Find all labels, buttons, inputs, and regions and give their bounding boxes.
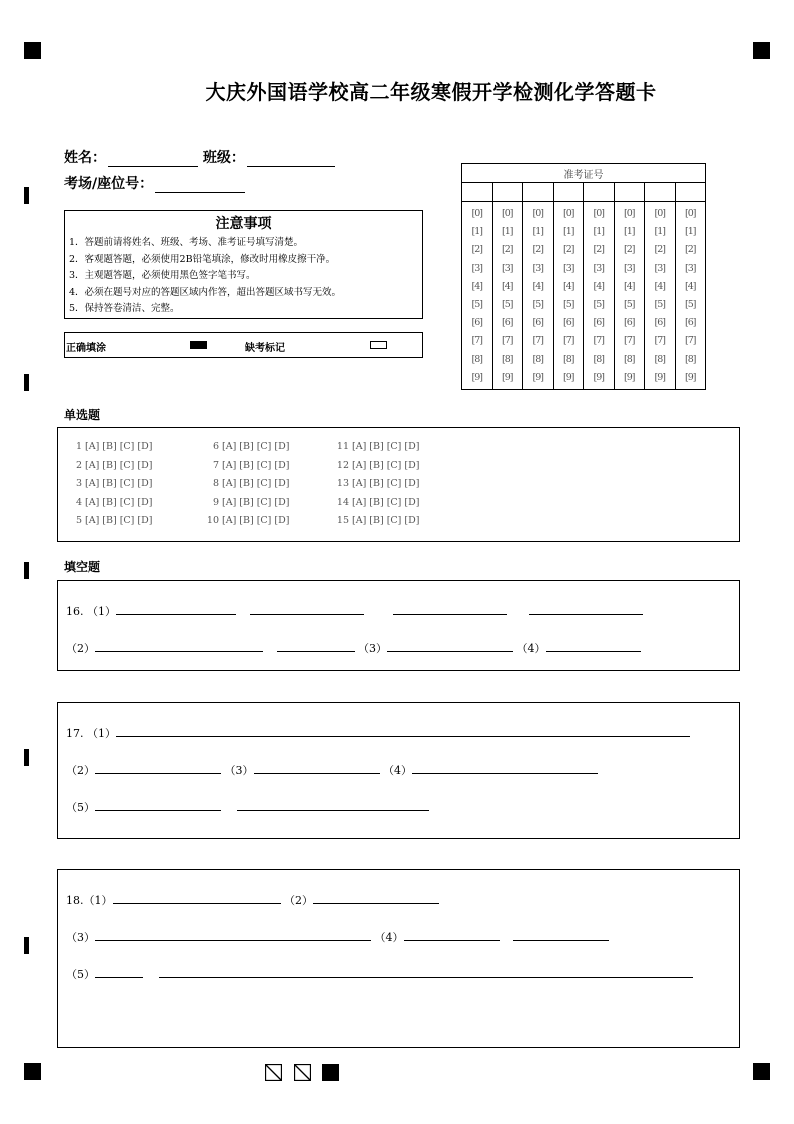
mcq-question-row bbox=[204, 457, 289, 476]
q17-answer-box bbox=[57, 702, 740, 839]
exam-id-grid bbox=[461, 163, 706, 390]
name-field[interactable] bbox=[64, 147, 335, 167]
exam-id-bubble[interactable]: [8] bbox=[502, 353, 513, 365]
q16-number: 16. bbox=[66, 605, 84, 618]
q18-4-blank-b[interactable] bbox=[513, 929, 609, 941]
exam-id-bubble[interactable]: [7] bbox=[593, 335, 604, 347]
exam-id-bubble[interactable]: [9] bbox=[563, 371, 574, 383]
exam-id-bubble[interactable]: [1] bbox=[654, 226, 665, 238]
exam-id-digit-column bbox=[584, 202, 615, 390]
exam-id-bubble[interactable]: [2] bbox=[593, 244, 604, 256]
exam-id-bubble[interactable]: [4] bbox=[593, 280, 604, 292]
q17-part3-label: （3） bbox=[224, 764, 254, 777]
mcq-question-number: 12 bbox=[336, 459, 349, 471]
exam-id-bubble[interactable]: [0] bbox=[654, 208, 665, 219]
mcq-option-bubbles[interactable]: [A] [B] [C] [D] bbox=[352, 441, 420, 452]
mcq-question-number: 13 bbox=[336, 478, 349, 490]
q16-1-blank-b[interactable] bbox=[250, 603, 364, 615]
mcq-option-bubbles[interactable]: [A] [B] [C] [D] bbox=[85, 515, 153, 527]
exam-id-bubble[interactable]: [4] bbox=[685, 280, 696, 292]
correct-fill-label: 正确填涂 bbox=[66, 343, 106, 354]
exam-id-bubble[interactable]: [7] bbox=[624, 335, 635, 347]
mcq-question-number: 1 bbox=[75, 441, 82, 452]
mcq-question-row bbox=[334, 457, 419, 476]
q16-4-blank[interactable] bbox=[546, 640, 641, 652]
page-title: 大庆外国语学校高二年级寒假开学检测化学答题卡 bbox=[205, 80, 657, 104]
mcq-option-bubbles[interactable]: [A] [B] [C] [D] bbox=[85, 478, 153, 490]
exam-id-bubble[interactable]: [0] bbox=[471, 208, 482, 219]
exam-id-bubble[interactable]: [8] bbox=[532, 353, 543, 365]
q18-answer-box bbox=[57, 869, 740, 1048]
sheet-code-mark-hatched bbox=[294, 1064, 311, 1081]
exam-id-bubble[interactable]: [2] bbox=[624, 244, 635, 256]
mcq-question-number: 2 bbox=[75, 459, 82, 471]
mcq-question-number: 5 bbox=[75, 515, 82, 527]
exam-id-bubble[interactable]: [4] bbox=[471, 280, 482, 292]
name-label: 姓名： bbox=[64, 150, 106, 166]
exam-id-bubble[interactable]: [3] bbox=[593, 262, 604, 274]
q17-3-blank[interactable] bbox=[254, 762, 380, 774]
exam-id-bubble[interactable]: [3] bbox=[624, 262, 635, 274]
exam-id-bubble[interactable]: [1] bbox=[563, 226, 574, 238]
exam-id-entry-cell[interactable] bbox=[584, 183, 615, 202]
room-seat-label: 考场/座位号： bbox=[64, 176, 154, 192]
exam-id-digit-column bbox=[614, 202, 645, 390]
timing-mark bbox=[24, 187, 29, 204]
exam-id-bubble[interactable]: [5] bbox=[502, 298, 513, 310]
exam-id-bubble[interactable]: [9] bbox=[593, 371, 604, 383]
exam-id-bubble[interactable]: [8] bbox=[563, 353, 574, 365]
absent-mark-checkbox[interactable] bbox=[370, 341, 387, 349]
mcq-question-number: 3 bbox=[75, 478, 82, 490]
mcq-question-number: 7 bbox=[212, 459, 219, 471]
q16-2-blank-a[interactable] bbox=[95, 640, 263, 652]
timing-mark bbox=[24, 562, 29, 579]
q16-1-blank-c[interactable] bbox=[393, 603, 507, 615]
exam-id-bubble[interactable]: [9] bbox=[502, 371, 513, 383]
exam-id-bubble[interactable]: [5] bbox=[471, 298, 482, 310]
mcq-option-bubbles[interactable]: [A] [B] [C] [D] bbox=[352, 478, 420, 490]
exam-id-bubble[interactable]: [9] bbox=[685, 371, 696, 383]
q16-answer-box bbox=[57, 580, 740, 671]
exam-id-digit-column bbox=[523, 202, 554, 390]
registration-mark-top-left bbox=[24, 42, 41, 59]
exam-id-bubble[interactable]: [7] bbox=[685, 335, 696, 347]
exam-id-bubble[interactable]: [4] bbox=[502, 280, 513, 292]
exam-id-bubble[interactable]: [4] bbox=[563, 280, 574, 292]
notice-item: 4．必须在题号对应的答题区域内作答，超出答题区域书写无效。 bbox=[69, 286, 342, 298]
class-input-line[interactable] bbox=[247, 152, 335, 167]
exam-id-entry-cell[interactable] bbox=[462, 183, 493, 202]
mcq-option-bubbles[interactable]: [A] [B] [C] [D] bbox=[352, 515, 420, 527]
exam-id-bubble[interactable]: [2] bbox=[471, 244, 482, 256]
mcq-option-bubbles[interactable]: [A] [B] [C] [D] bbox=[222, 478, 290, 490]
mcq-question-row bbox=[334, 475, 419, 494]
mcq-option-bubbles[interactable]: [A] [B] [C] [D] bbox=[85, 441, 153, 452]
q18-part1-label: （1） bbox=[83, 894, 113, 907]
correct-fill-sample bbox=[190, 341, 207, 349]
mcq-option-bubbles[interactable]: [A] [B] [C] [D] bbox=[352, 459, 420, 471]
exam-id-bubble[interactable]: [0] bbox=[593, 208, 604, 219]
mcq-option-bubbles[interactable]: [A] [B] [C] [D] bbox=[222, 515, 290, 527]
mcq-question-row bbox=[334, 512, 419, 531]
exam-id-entry-cell[interactable] bbox=[492, 183, 523, 202]
exam-id-bubble[interactable]: [7] bbox=[532, 335, 543, 347]
exam-id-bubble[interactable]: [9] bbox=[654, 371, 665, 383]
mcq-question-number: 6 bbox=[212, 441, 219, 452]
q17-4-blank[interactable] bbox=[412, 762, 598, 774]
fill-legend-box bbox=[64, 332, 423, 358]
registration-mark-bottom-right bbox=[753, 1063, 770, 1080]
exam-id-bubble[interactable]: [4] bbox=[532, 280, 543, 292]
exam-id-bubble[interactable]: [9] bbox=[471, 371, 482, 383]
exam-id-digit-column bbox=[462, 202, 493, 390]
registration-mark-bottom-left bbox=[24, 1063, 41, 1080]
mcq-question-row bbox=[204, 512, 289, 531]
mcq-question-row bbox=[204, 438, 289, 457]
q18-3-blank[interactable] bbox=[95, 929, 371, 941]
mcq-question-number: 15 bbox=[336, 515, 349, 527]
timing-mark bbox=[24, 937, 29, 954]
mcq-question-number: 14 bbox=[336, 496, 349, 508]
mcq-question-row bbox=[204, 494, 289, 513]
exam-id-bubble[interactable]: [2] bbox=[563, 244, 574, 256]
timing-mark bbox=[24, 374, 29, 391]
q18-part4-label: （4） bbox=[374, 931, 404, 944]
mcq-question-number: 11 bbox=[336, 441, 349, 452]
exam-id-entry-cell[interactable] bbox=[645, 183, 676, 202]
q16-2-blank-b[interactable] bbox=[277, 640, 355, 652]
q17-1-blank[interactable] bbox=[116, 725, 690, 737]
q16-part4-label: （4） bbox=[516, 642, 546, 655]
q17-part1-label: （1） bbox=[87, 727, 116, 740]
exam-id-digit-column bbox=[492, 202, 523, 390]
exam-id-digit-column bbox=[645, 202, 676, 390]
exam-id-bubble[interactable]: [9] bbox=[532, 371, 543, 383]
q17-2-blank[interactable] bbox=[95, 762, 221, 774]
exam-id-bubble[interactable]: [1] bbox=[624, 226, 635, 238]
exam-id-digit-column bbox=[675, 202, 706, 390]
mcq-box bbox=[57, 427, 740, 542]
mcq-section-title: 单选题 bbox=[64, 408, 101, 422]
exam-id-bubble[interactable]: [5] bbox=[685, 298, 696, 310]
q18-part3-label: （3） bbox=[66, 931, 95, 944]
exam-id-bubble[interactable]: [5] bbox=[593, 298, 604, 310]
exam-id-bubble[interactable]: [4] bbox=[624, 280, 635, 292]
exam-id-bubble[interactable]: [1] bbox=[593, 226, 604, 238]
mcq-question-number: 10 bbox=[206, 515, 219, 527]
room-seat-field[interactable] bbox=[64, 173, 245, 193]
exam-id-bubble[interactable]: [0] bbox=[563, 208, 574, 219]
exam-id-bubble[interactable]: [8] bbox=[685, 353, 696, 365]
exam-id-bubble[interactable]: [5] bbox=[563, 298, 574, 310]
exam-id-bubble[interactable]: [7] bbox=[502, 335, 513, 347]
exam-id-entry-cell[interactable] bbox=[614, 183, 645, 202]
exam-id-bubble[interactable]: [6] bbox=[563, 317, 574, 329]
exam-id-bubble[interactable]: [3] bbox=[502, 262, 513, 274]
exam-id-bubble[interactable]: [2] bbox=[532, 244, 543, 256]
q18-5-blank-a[interactable] bbox=[95, 966, 143, 978]
q18-part2-label: （2） bbox=[284, 894, 313, 907]
q18-1-blank[interactable] bbox=[113, 892, 281, 904]
mcq-question-number: 9 bbox=[212, 496, 219, 508]
q16-1-blank-d[interactable] bbox=[529, 603, 643, 615]
exam-id-bubble[interactable]: [8] bbox=[593, 353, 604, 365]
exam-id-bubble[interactable]: [6] bbox=[624, 317, 635, 329]
exam-id-bubble[interactable]: [1] bbox=[502, 226, 513, 238]
exam-id-entry-cell[interactable] bbox=[553, 183, 584, 202]
exam-id-bubble[interactable]: [7] bbox=[563, 335, 574, 347]
exam-id-bubble[interactable]: [7] bbox=[471, 335, 482, 347]
sheet-code-mark-filled bbox=[322, 1064, 339, 1081]
name-input-line[interactable] bbox=[108, 152, 198, 167]
exam-id-bubble[interactable]: [2] bbox=[685, 244, 696, 256]
exam-id-bubble[interactable]: [0] bbox=[532, 208, 543, 219]
q17-number: 17. bbox=[66, 727, 84, 740]
exam-id-bubble[interactable]: [8] bbox=[624, 353, 635, 365]
mcq-column bbox=[334, 438, 419, 531]
mcq-question-row bbox=[74, 512, 152, 531]
q16-part2-label: （2） bbox=[66, 642, 95, 655]
exam-id-bubble[interactable]: [0] bbox=[502, 208, 513, 219]
q17-5-blank-a[interactable] bbox=[95, 799, 221, 811]
exam-id-bubble[interactable]: [3] bbox=[471, 262, 482, 274]
notice-item: 5．保持答卷清洁、完整。 bbox=[69, 303, 180, 314]
mcq-option-bubbles[interactable]: [A] [B] [C] [D] bbox=[85, 496, 153, 508]
absent-mark-label: 缺考标记 bbox=[245, 343, 285, 354]
notice-title: 注意事项 bbox=[215, 216, 272, 232]
exam-id-bubble[interactable]: [1] bbox=[532, 226, 543, 238]
exam-id-bubble[interactable]: [2] bbox=[654, 244, 665, 256]
exam-id-entry-cell[interactable] bbox=[675, 183, 706, 202]
q18-5-blank-b[interactable] bbox=[159, 966, 693, 978]
mcq-question-row bbox=[74, 475, 152, 494]
exam-id-bubble[interactable]: [3] bbox=[654, 262, 665, 274]
exam-id-bubble[interactable]: [8] bbox=[471, 353, 482, 365]
exam-id-bubble[interactable]: [3] bbox=[532, 262, 543, 274]
q17-5-blank-b[interactable] bbox=[237, 799, 429, 811]
q18-2-blank[interactable] bbox=[313, 892, 439, 904]
exam-id-bubble[interactable]: [6] bbox=[685, 317, 696, 329]
exam-id-bubble[interactable]: [1] bbox=[471, 226, 482, 238]
notice-item: 2．客观题答题，必须使用2B铅笔填涂，修改时用橡皮擦干净。 bbox=[69, 253, 336, 265]
exam-id-bubble[interactable]: [5] bbox=[654, 298, 665, 310]
exam-id-bubble[interactable]: [0] bbox=[624, 208, 635, 219]
mcq-column bbox=[204, 438, 289, 531]
exam-id-bubble[interactable]: [6] bbox=[471, 317, 482, 329]
mcq-question-row bbox=[204, 475, 289, 494]
exam-id-bubble[interactable]: [8] bbox=[654, 353, 665, 365]
exam-id-entry-cell[interactable] bbox=[523, 183, 554, 202]
class-label: 班级： bbox=[202, 150, 245, 166]
exam-id-bubble[interactable]: [6] bbox=[532, 317, 543, 329]
mcq-question-number: 4 bbox=[75, 496, 82, 508]
mcq-column bbox=[74, 438, 152, 531]
exam-id-bubble[interactable]: [3] bbox=[685, 262, 696, 274]
mcq-question-row bbox=[74, 438, 152, 457]
q18-4-blank-a[interactable] bbox=[404, 929, 500, 941]
mcq-question-row bbox=[334, 494, 419, 513]
q18-number: 18. bbox=[66, 894, 84, 907]
sheet-code-mark-hatched bbox=[265, 1064, 282, 1081]
exam-id-bubble[interactable]: [2] bbox=[502, 244, 513, 256]
exam-id-bubble[interactable]: [5] bbox=[624, 298, 635, 310]
q16-part1-label: （1） bbox=[87, 605, 116, 618]
exam-id-bubble[interactable]: [5] bbox=[532, 298, 543, 310]
room-seat-input-line[interactable] bbox=[155, 178, 245, 193]
exam-id-bubble[interactable]: [6] bbox=[593, 317, 604, 329]
q16-1-blank-a[interactable] bbox=[116, 603, 236, 615]
mcq-option-bubbles[interactable]: [A] [B] [C] [D] bbox=[222, 459, 290, 471]
mcq-option-bubbles[interactable]: [A] [B] [C] [D] bbox=[222, 441, 290, 452]
mcq-option-bubbles[interactable]: [A] [B] [C] [D] bbox=[85, 459, 153, 471]
mcq-question-row bbox=[74, 494, 152, 513]
q17-part5-label: （5） bbox=[66, 801, 95, 814]
exam-id-bubble[interactable]: [9] bbox=[624, 371, 635, 383]
exam-id-bubble[interactable]: [6] bbox=[502, 317, 513, 329]
notice-box bbox=[64, 210, 423, 319]
mcq-question-row bbox=[74, 457, 152, 476]
exam-id-bubble[interactable]: [4] bbox=[654, 280, 665, 292]
mcq-option-bubbles[interactable]: [A] [B] [C] [D] bbox=[222, 496, 290, 508]
exam-id-digit-column bbox=[553, 202, 584, 390]
timing-mark bbox=[24, 749, 29, 766]
exam-id-bubble[interactable]: [3] bbox=[563, 262, 574, 274]
exam-id-bubble[interactable]: [1] bbox=[685, 226, 696, 238]
mcq-question-number: 8 bbox=[212, 478, 219, 490]
exam-id-title: 准考证号 bbox=[462, 164, 706, 183]
q16-3-blank[interactable] bbox=[387, 640, 513, 652]
notice-item: 3．主观题答题，必须使用黑色签字笔书写。 bbox=[69, 270, 256, 281]
q17-part4-label: （4） bbox=[383, 764, 412, 777]
registration-mark-top-right bbox=[753, 42, 770, 59]
exam-id-bubble[interactable]: [6] bbox=[654, 317, 665, 329]
q16-part3-label: （3） bbox=[358, 642, 387, 655]
q18-part5-label: （5） bbox=[66, 968, 95, 981]
fill-section-title: 填空题 bbox=[64, 560, 101, 574]
q17-part2-label: （2） bbox=[66, 764, 95, 777]
mcq-option-bubbles[interactable]: [A] [B] [C] [D] bbox=[352, 496, 420, 508]
exam-id-bubble[interactable]: [0] bbox=[685, 208, 696, 219]
exam-id-bubble[interactable]: [7] bbox=[654, 335, 665, 347]
notice-item: 1．答题前请将姓名、班级、考场、准考证号填写清楚。 bbox=[69, 237, 304, 248]
mcq-question-row bbox=[334, 438, 419, 457]
